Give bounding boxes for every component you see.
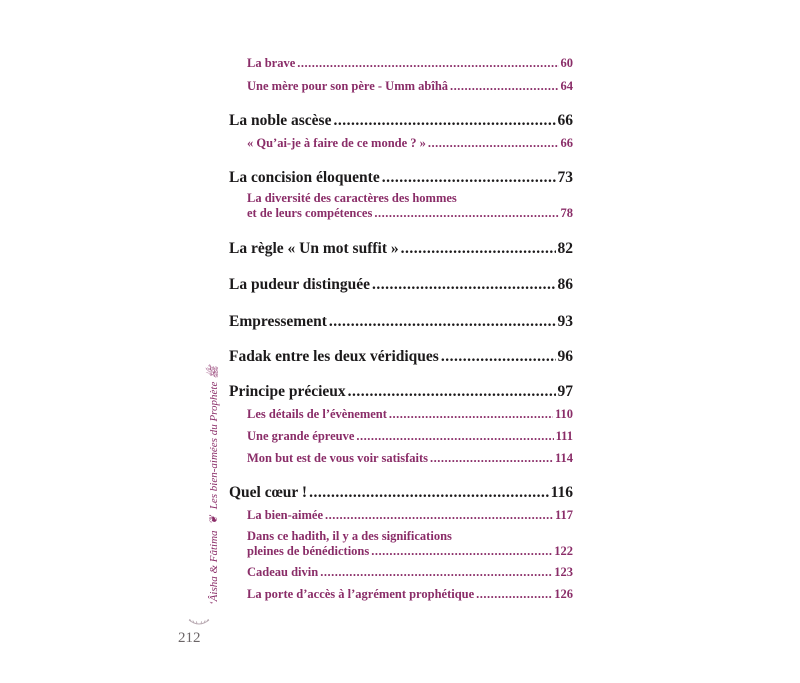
page-number: 212 [178, 630, 201, 646]
toc-chapter[interactable] [229, 484, 573, 502]
dot-leader [430, 451, 553, 466]
toc-subentry-line1: La diversité des caractères des hommes [247, 191, 457, 205]
toc-subentry[interactable] [247, 136, 573, 151]
toc-entry-title: Quel cœur ! [229, 484, 308, 501]
toc-chapter[interactable] [229, 169, 573, 187]
toc-subentry[interactable] [247, 407, 573, 422]
toc-entry-page: 66 [557, 112, 573, 129]
toc-entry-title: et de leurs compétences [247, 206, 373, 220]
toc-chapter[interactable] [229, 348, 573, 366]
toc-entry-title: La noble ascèse [229, 112, 332, 129]
toc-chapter[interactable] [229, 383, 573, 401]
dot-leader [450, 79, 558, 94]
fleuron-separator-icon: ❦ [208, 515, 220, 525]
toc-subentry[interactable] [247, 587, 573, 602]
laurel-ornament-icon [186, 616, 212, 628]
dot-leader [320, 565, 552, 580]
toc-subentry[interactable] [247, 79, 573, 94]
toc-entry-title: Principe précieux [229, 383, 346, 400]
toc-chapter[interactable] [229, 276, 573, 294]
toc-entry-title: Une grande épreuve [247, 429, 355, 443]
toc-entry-page: 110 [554, 407, 573, 421]
toc-entry-page: 116 [550, 484, 573, 501]
toc-subentry[interactable] [247, 451, 573, 466]
dot-leader [372, 276, 556, 294]
toc-entry-title: Cadeau divin [247, 565, 319, 579]
toc-subentry[interactable] [247, 565, 573, 580]
dot-leader [371, 544, 552, 559]
toc-entry-page: 66 [560, 136, 573, 150]
running-header [207, 366, 223, 605]
toc-entry-title: La pudeur distinguée [229, 276, 370, 293]
dot-leader [356, 429, 553, 444]
toc-entry-page: 126 [554, 587, 573, 601]
dot-leader [389, 407, 553, 422]
toc-subentry[interactable] [247, 56, 573, 71]
toc-subentry[interactable] [247, 544, 573, 559]
dot-leader [348, 383, 556, 401]
dot-leader [325, 508, 553, 523]
dot-leader [297, 56, 558, 71]
dot-leader [382, 169, 556, 187]
toc-entry-page: 60 [560, 56, 573, 70]
dot-leader [476, 587, 552, 602]
toc-entry-page: 96 [557, 348, 573, 365]
toc-entry-title: La brave [247, 56, 296, 70]
toc-entry-title: Les détails de l’évènement [247, 407, 387, 421]
toc-entry-page: 78 [560, 206, 573, 220]
toc-entry-page: 64 [560, 79, 573, 93]
dot-leader [441, 348, 556, 366]
toc-entry-page: 111 [555, 429, 573, 443]
toc-entry-page: 97 [557, 383, 573, 400]
toc-chapter[interactable] [229, 313, 573, 331]
toc-entry-page: 82 [557, 240, 573, 257]
toc-entry-page: 122 [554, 544, 573, 558]
toc-entry-page: 114 [554, 451, 573, 465]
toc-entry-title: La concision éloquente [229, 169, 380, 186]
toc-entry-page: 73 [557, 169, 573, 186]
toc-chapter[interactable] [229, 112, 573, 130]
dot-leader [401, 240, 556, 258]
toc-subentry[interactable] [247, 206, 573, 221]
toc-entry-title: La bien-aimée [247, 508, 324, 522]
toc-entry-title: La porte d’accès à l’agrément prophétique [247, 587, 475, 601]
toc-entry-title: « Qu’ai-je à faire de ce monde ? » [247, 136, 426, 150]
toc-entry-title: La règle « Un mot suffit » [229, 240, 399, 257]
toc-entry-title: Une mère pour son père - Umm abîhâ [247, 79, 449, 93]
book-authors: ‘Âisha & Fâtima [208, 530, 220, 605]
toc-chapter[interactable] [229, 240, 573, 258]
dot-leader [333, 112, 555, 130]
toc-entry-page: 86 [557, 276, 573, 293]
book-subtitle: Les bien-aimées du Prophète ﷺ [208, 365, 220, 510]
toc-entry-page: 117 [554, 508, 573, 522]
toc-entry-title: pleines de bénédictions [247, 544, 370, 558]
dot-leader [428, 136, 559, 151]
toc-subentry[interactable] [247, 508, 573, 523]
dot-leader [329, 313, 556, 331]
toc-subentry-line1: Dans ce hadith, il y a des significations [247, 529, 452, 543]
toc-entry-title: Fadak entre les deux véridiques [229, 348, 439, 365]
toc-subentry[interactable] [247, 429, 573, 444]
toc-entry-page: 123 [554, 565, 573, 579]
toc-entry-page: 93 [557, 313, 573, 330]
dot-leader [309, 484, 549, 502]
toc-entry-title: Empressement [229, 313, 327, 330]
toc-entry-title: Mon but est de vous voir satisfaits [247, 451, 429, 465]
dot-leader [374, 206, 558, 221]
